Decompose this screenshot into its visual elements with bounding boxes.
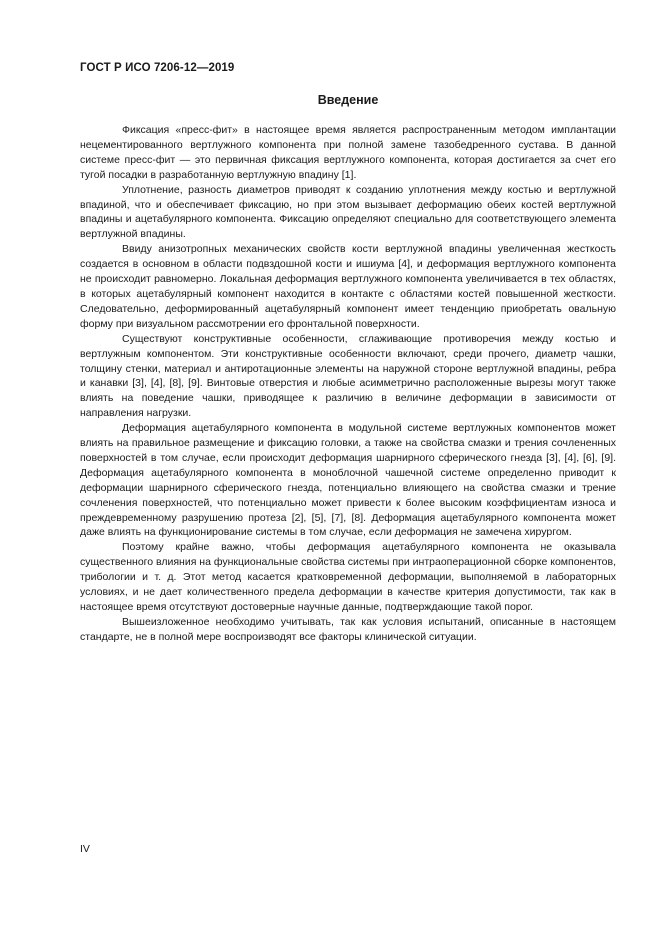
paragraph: Уплотнение, разность диаметров приводят к созданию уплотнения между костью и вертлужной впадиной, что и обеспечивает фиксацию, но при этом вызывает деформацию обеих костей вертлужной впадины и ацетабулярного компонента. Фиксацию определяют специально для соответствующего элемента вертлужной впадины. [80, 183, 616, 241]
paragraph: Вышеизложенное необходимо учитывать, так как условия испытаний, описанные в настоящем стандарте, не в полной мере воспроизводят все факторы клинической ситуации. [80, 615, 616, 643]
body-text [80, 123, 616, 645]
paragraph: Существуют конструктивные особенности, сглаживающие противоречия между костью и вертлужным компонентом. Эти конструктивные особенности включают, среди прочего, диаметр чашки, толщину стенки, материал и антиротационные элементы на наружной стороне вертлужной впадины, ребра и канавки [3], [4], [8], [9]. Винтовые отверстия и любые асимметрично расположенные вырезы могут также влиять на поведение чашки, приводящее к различию в величине деформации в зависимости от направления нагрузки. [80, 332, 616, 420]
paragraph: Деформация ацетабулярного компонента в модульной системе вертлужных компонентов может влиять на правильное размещение и фиксацию головки, а также на свойства смазки и трения сочлененных поверхностей в том случае, если происходит деформация шарнирного сферического гнезда [3], [4], [6], [9]. Деформация ацетабулярного компонента в моноблочной чашечной системе определенно приводит к деформации шарнирного сферического гнезда, потенциально влияющего на свойства смазки и трение сочленения поверхностей, что потенциально может привести к более высоким коэффициентам износа и преждевременному разрушению протеза [2], [5], [7], [8]. Деформация ацетабулярного компонента может даже влиять на функционирование системы в том случае, если деформация не замечена хирургом. [80, 422, 616, 539]
document-code-header: ГОСТ Р ИСО 7206-12—2019 [80, 62, 235, 74]
section-title: Введение [317, 93, 379, 107]
paragraph: Ввиду анизотропных механических свойств кости вертлужной впадины увеличенная жесткость создается в основном в области подвздошной кости и ишиума [4], и деформация вертлужного компонента не происходит равномерно. Локальная деформация вертлужного компонента увеличивается в тех областях, в которых ацетабулярный компонент находится в контакте с областями костей повышенной жесткости. Следовательно, деформированный ацетабулярный компонент имеет тенденцию приобретать овальную форму при визуальном рассмотрении его фронтальной поверхности. [80, 243, 616, 330]
paragraph: Поэтому крайне важно, чтобы деформация ацетабулярного компонента не оказывала существенного влияния на функциональные свойства системы при интраоперационной сборке компонентов, трибологии и т. д. Этот метод касается кратковременной деформации, выполняемой в лабораторных условиях, и не дает количественного предела деформации в качестве критерия допустимости, так как в настоящее время отсутствуют достоверные научные данные, подтверждающие такой порог. [80, 541, 616, 613]
page-number: IV [80, 843, 90, 855]
paragraph: Фиксация «пресс-фит» в настоящее время является распространенным методом имплантации нецементированного вертлужного компонента при полной замене тазобедренного сустава. В данной системе пресс-фит — это первичная фиксация вертлужного компонента, которая достигается за счет его тугой посадки в разработанную вертлужную впадину [1]. [80, 124, 616, 181]
